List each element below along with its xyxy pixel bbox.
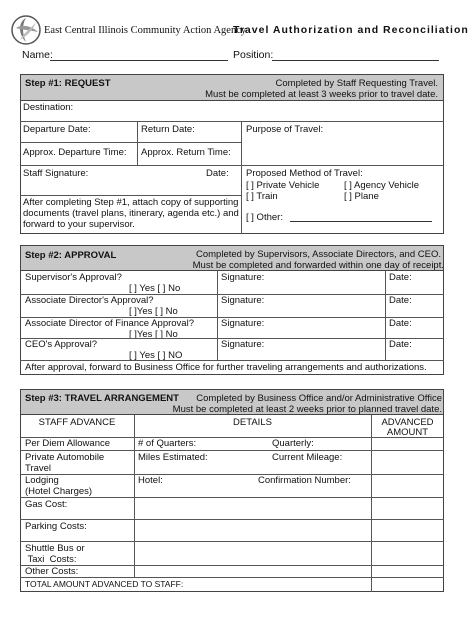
quarters-field[interactable]: # of Quarters: <box>138 438 197 449</box>
private-auto-label-2: Travel <box>25 463 52 474</box>
staff-date-label[interactable]: Date: <box>206 168 229 179</box>
train-checkbox[interactable]: [ ] Train <box>246 191 278 202</box>
finance-signature[interactable]: Signature: <box>221 318 265 329</box>
agency-name: East Central Illinois Community Action Agency <box>44 25 247 36</box>
approx-departure-label[interactable]: Approx. Departure Time: <box>23 147 127 158</box>
hotel-field[interactable]: Hotel: <box>138 475 163 486</box>
private-vehicle-checkbox[interactable]: [ ] Private Vehicle <box>246 180 320 191</box>
ceo-approval-label: CEO's Approval? <box>25 339 98 350</box>
step2-title: Step #2: APPROVAL <box>25 250 117 261</box>
agency-vehicle-checkbox[interactable]: [ ] Agency Vehicle <box>344 180 419 191</box>
finance-date[interactable]: Date: <box>389 318 412 329</box>
total-advanced-label: TOTAL AMOUNT ADVANCED TO STAFF: <box>25 579 184 589</box>
lodging-label-1: Lodging <box>25 475 59 486</box>
approx-return-label[interactable]: Approx. Return Time: <box>141 147 231 158</box>
ceo-signature[interactable]: Signature: <box>221 339 265 350</box>
supervisor-date[interactable]: Date: <box>389 272 412 283</box>
name-field[interactable] <box>50 60 228 61</box>
col-advanced: ADVANCED <box>381 417 434 428</box>
method-label: Proposed Method of Travel: <box>246 168 363 179</box>
step1-note2: Must be completed at least 3 weeks prior to travel date. <box>205 89 438 100</box>
quarterly-field[interactable]: Quarterly: <box>272 438 314 449</box>
finance-approval-label: Associate Director of Finance Approval? <box>25 318 194 329</box>
assoc-director-approval-label: Associate Director's Approval? <box>25 295 154 306</box>
step2-note2: Must be completed and forwarded within one day of receipt. <box>192 260 444 271</box>
supervisor-approval-label: Supervisor's Approval? <box>25 272 122 283</box>
confirmation-field[interactable]: Confirmation Number: <box>258 475 351 486</box>
step1-instructions-3: forward to your supervisor. <box>23 219 135 230</box>
step3-title: Step #3: TRAVEL ARRANGEMENT <box>25 393 179 404</box>
mileage-field[interactable]: Current Mileage: <box>272 452 343 463</box>
private-auto-label-1: Private Automobile <box>25 452 105 463</box>
shuttle-label-2: Taxi Costs: <box>25 554 77 565</box>
finance-yes-no[interactable]: [ ]Yes [ ] No <box>129 329 178 340</box>
other-field[interactable] <box>290 221 432 222</box>
col-amount: AMOUNT <box>386 427 429 438</box>
parking-cost-label: Parking Costs: <box>25 521 87 532</box>
other-checkbox[interactable]: [ ] Other: <box>246 212 283 223</box>
col-staff-advance: STAFF ADVANCE <box>38 417 116 428</box>
step1-instructions-1: After completing Step #1, attach copy of supporting <box>23 197 239 208</box>
return-date-label[interactable]: Return Date: <box>141 124 195 135</box>
assoc-director-date[interactable]: Date: <box>389 295 412 306</box>
other-costs-label: Other Costs: <box>25 566 79 577</box>
departure-date-label[interactable]: Departure Date: <box>23 124 91 135</box>
step2-instructions: After approval, forward to Business Office for further traveling arrangements and authorizations. <box>25 362 427 373</box>
shuttle-label-1: Shuttle Bus or <box>25 543 85 554</box>
position-label: Position: <box>233 49 274 61</box>
purpose-label[interactable]: Purpose of Travel: <box>246 124 324 135</box>
lodging-label-2: (Hotel Charges) <box>25 486 93 497</box>
step3-note1: Completed by Business Office and/or Administrative Office <box>196 393 442 404</box>
ceo-yes-no[interactable]: [ ] Yes [ ] NO <box>129 350 183 361</box>
per-diem-label: Per Diem Allowance <box>25 438 111 449</box>
form-title: Travel Authorization and Reconciliation <box>233 24 469 36</box>
staff-signature-label[interactable]: Staff Signature: <box>23 168 89 179</box>
supervisor-yes-no[interactable]: [ ] Yes [ ] No <box>129 283 181 294</box>
name-label: Name: <box>22 49 53 61</box>
col-details: DETAILS <box>233 417 272 428</box>
miles-field[interactable]: Miles Estimated: <box>138 452 208 463</box>
plane-checkbox[interactable]: [ ] Plane <box>344 191 379 202</box>
ceo-date[interactable]: Date: <box>389 339 412 350</box>
step1-instructions-2: documents (travel plans, itinerary, agenda etc.) and <box>23 208 239 219</box>
agency-logo <box>10 14 42 46</box>
gas-cost-label: Gas Cost: <box>25 499 68 510</box>
step2-note1: Completed by Supervisors, Associate Directors, and CEO. <box>196 249 441 260</box>
assoc-director-yes-no[interactable]: [ ]Yes [ ] No <box>129 306 178 317</box>
position-field[interactable] <box>272 60 439 61</box>
step1-note1: Completed by Staff Requesting Travel. <box>275 78 438 89</box>
destination-label[interactable]: Destination: <box>23 102 74 113</box>
step3-note2: Must be completed at least 2 weeks prior to planned travel date. <box>172 404 442 415</box>
step1-title: Step #1: REQUEST <box>25 78 111 89</box>
supervisor-signature[interactable]: Signature: <box>221 272 265 283</box>
assoc-director-signature[interactable]: Signature: <box>221 295 265 306</box>
